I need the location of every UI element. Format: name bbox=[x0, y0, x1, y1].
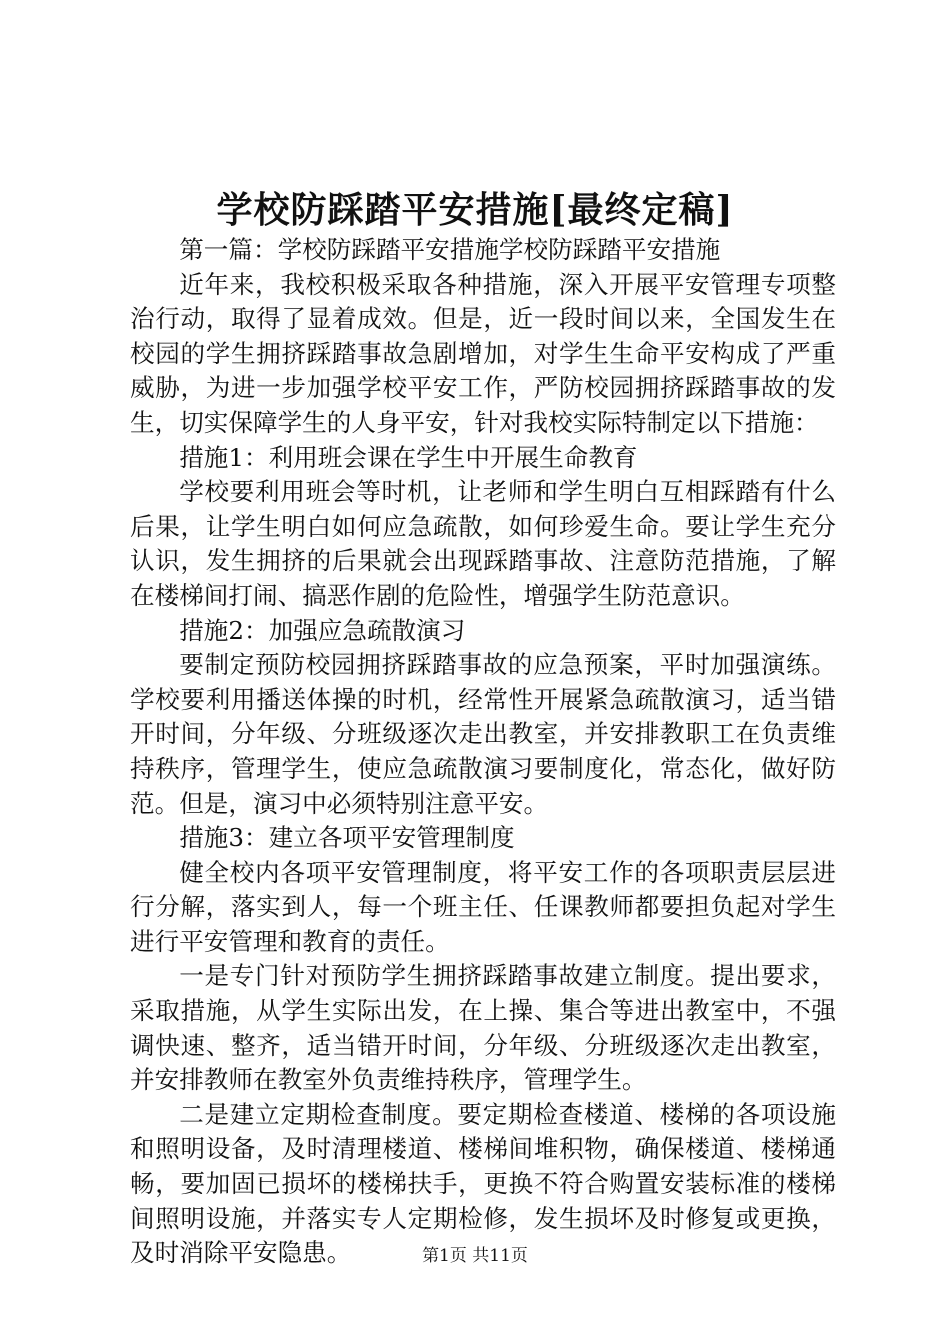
measure-heading: 措施3：建立各项平安管理制度 bbox=[179, 823, 515, 853]
paragraph-heading: 第一篇：学校防踩踏平安措施学校防踩踏平安措施 bbox=[179, 235, 721, 264]
paragraph: 二是建立定期检查制度。要定期检查楼道、楼梯的各项设施和照明设备，及时清理楼道、楼梯间堆积物，确保楼道、楼梯通畅，要加固已损坏的楼梯扶手，更换不符合购置安装标准的楼梯间照明设施，并落实专人定期检修，发生损坏及时修复或更换，及时消除平安隐患。 bbox=[130, 1099, 836, 1268]
measure-heading: 措施2：加强应急疏散演习 bbox=[179, 615, 466, 645]
measure-heading: 措施1：利用班会课在学生中开展生命教育 bbox=[179, 442, 638, 472]
paragraph: 学校要利用班会等时机，让老师和学生明白互相踩踏有什么后果，让学生明白如何应急疏散，如何珍爱生命。要让学生充分认识，发生拥挤的后果就会出现踩踏事故、注意防范措施，了解在楼梯间打闹、搞恶作剧的危险性，增强学生防范意识。 bbox=[130, 477, 836, 610]
paragraph: 一是专门针对预防学生拥挤踩踏事故建立制度。提出要求，采取措施，从学生实际出发，在上操、集合等进出教室中，不强调快速、整齐，适当错开时间，分年级、分班级逐次走出教室，并安排教师在教室外负责维持秩序，管理学生。 bbox=[130, 961, 836, 1095]
document-body bbox=[130, 233, 836, 1271]
paragraph: 健全校内各项平安管理制度，将平安工作的各项职责层层进行分解，落实到人，每一个班主任、任课教师都要担负起对学生进行平安管理和教育的责任。 bbox=[130, 857, 836, 956]
paragraph: 要制定预防校园拥挤踩踏事故的应急预案，平时加强演练。学校要利用播送体操的时机，经常性开展紧急疏散演习，适当错开时间，分年级、分班级逐次走出教室，并安排教职工在负责维持秩序，管理学生，使应急疏散演习要制度化，常态化，做好防范。但是，演习中必须特别注意平安。 bbox=[130, 650, 836, 818]
paragraph: 近年来，我校积极采取各种措施，深入开展平安管理专项整治行动，取得了显着成效。但是，近一段时间以来，全国发生在校园的学生拥挤踩踏事故急剧增加，对学生生命平安构成了严重威胁，为进一步加强学校平安工作，严防校园拥挤踩踏事故的发生，切实保障学生的人身平安，针对我校实际特制定以下措施： bbox=[130, 269, 836, 437]
document-title: 学校防踩踏平安措施[最终定稿] bbox=[216, 189, 734, 231]
page-footer: 第1页 共11页 bbox=[422, 1246, 528, 1266]
